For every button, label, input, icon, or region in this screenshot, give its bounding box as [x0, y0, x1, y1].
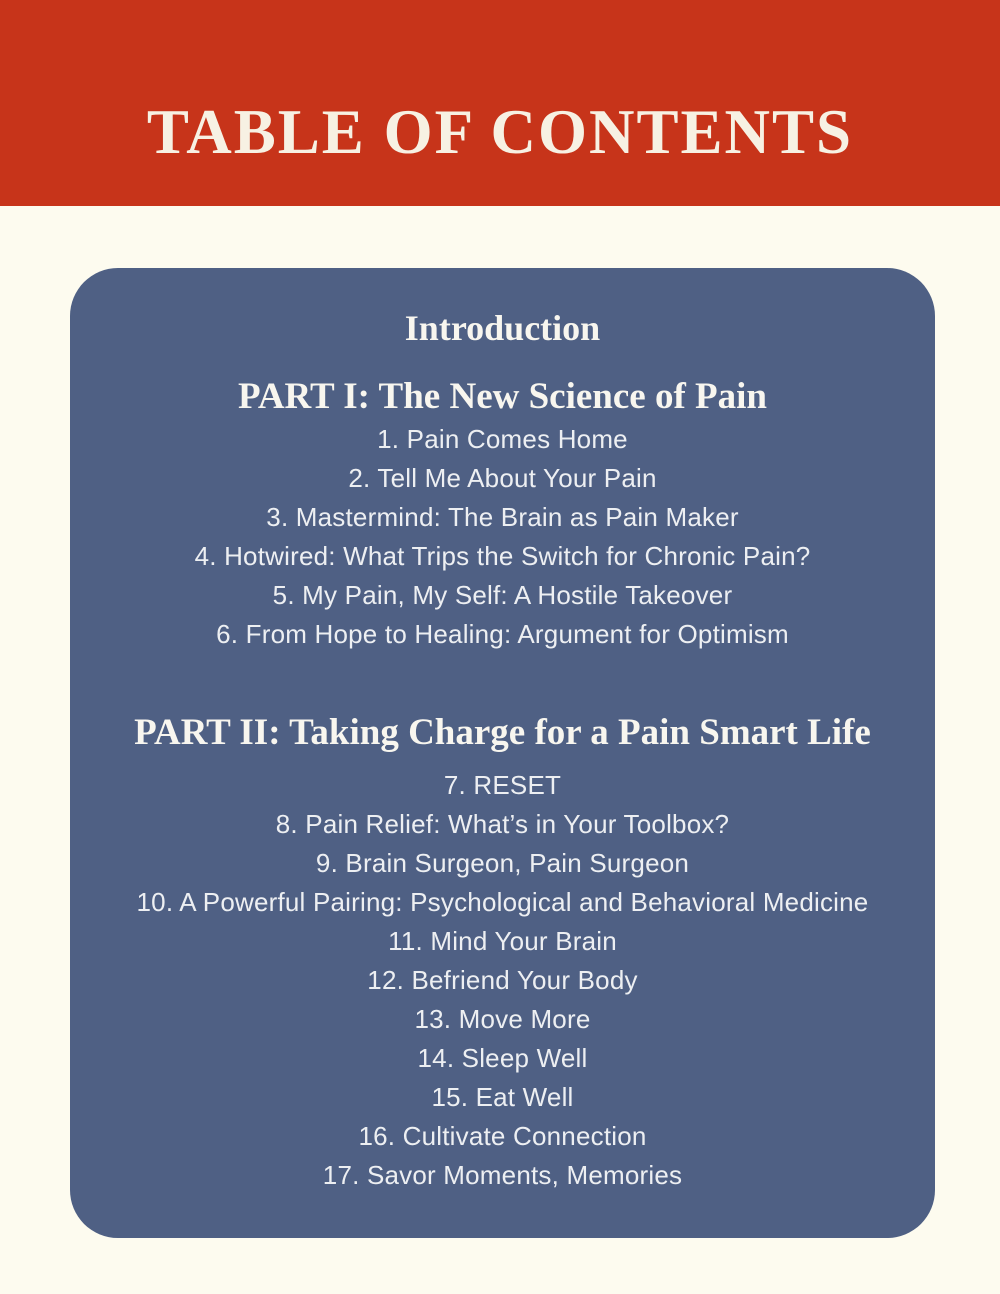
- toc-item: 6. From Hope to Healing: Argument for Optimism: [216, 619, 789, 649]
- toc-item: 11. Mind Your Brain: [388, 926, 617, 956]
- part-2-heading: PART II: Taking Charge for a Pain Smart Life: [134, 712, 871, 753]
- toc-item: 9. Brain Surgeon, Pain Surgeon: [315, 848, 690, 878]
- toc-item: 1. Pain Comes Home: [377, 424, 628, 454]
- toc-item: 8. Pain Relief: What’s in Your Toolbox?: [275, 809, 730, 839]
- intro-heading: Introduction: [404, 308, 601, 348]
- toc-item: 17. Savor Moments, Memories: [322, 1160, 683, 1190]
- part-2-list: [98, 766, 907, 1195]
- toc-item: 13. Move More: [414, 1004, 591, 1034]
- part-1-list: [98, 420, 907, 654]
- toc-item: 4. Hotwired: What Trips the Switch for Chronic Pain?: [194, 541, 811, 571]
- toc-item: 5. My Pain, My Self: A Hostile Takeover: [272, 580, 733, 610]
- toc-item: 15. Eat Well: [431, 1082, 574, 1112]
- toc-item: 2. Tell Me About Your Pain: [348, 463, 657, 493]
- toc-item: 10. A Powerful Pairing: Psychological and Behavioral Medicine: [136, 887, 869, 917]
- toc-item: 7. RESET: [443, 770, 562, 800]
- page-title: TABLE OF CONTENTS: [146, 96, 854, 167]
- toc-item: 3. Mastermind: The Brain as Pain Maker: [266, 502, 739, 532]
- toc-card: [70, 268, 935, 1238]
- header-banner: [0, 0, 1000, 206]
- toc-item: 12. Befriend Your Body: [367, 965, 638, 995]
- toc-item: 16. Cultivate Connection: [358, 1121, 647, 1151]
- part-1-heading: PART I: The New Science of Pain: [237, 376, 767, 417]
- toc-item: 14. Sleep Well: [417, 1043, 588, 1073]
